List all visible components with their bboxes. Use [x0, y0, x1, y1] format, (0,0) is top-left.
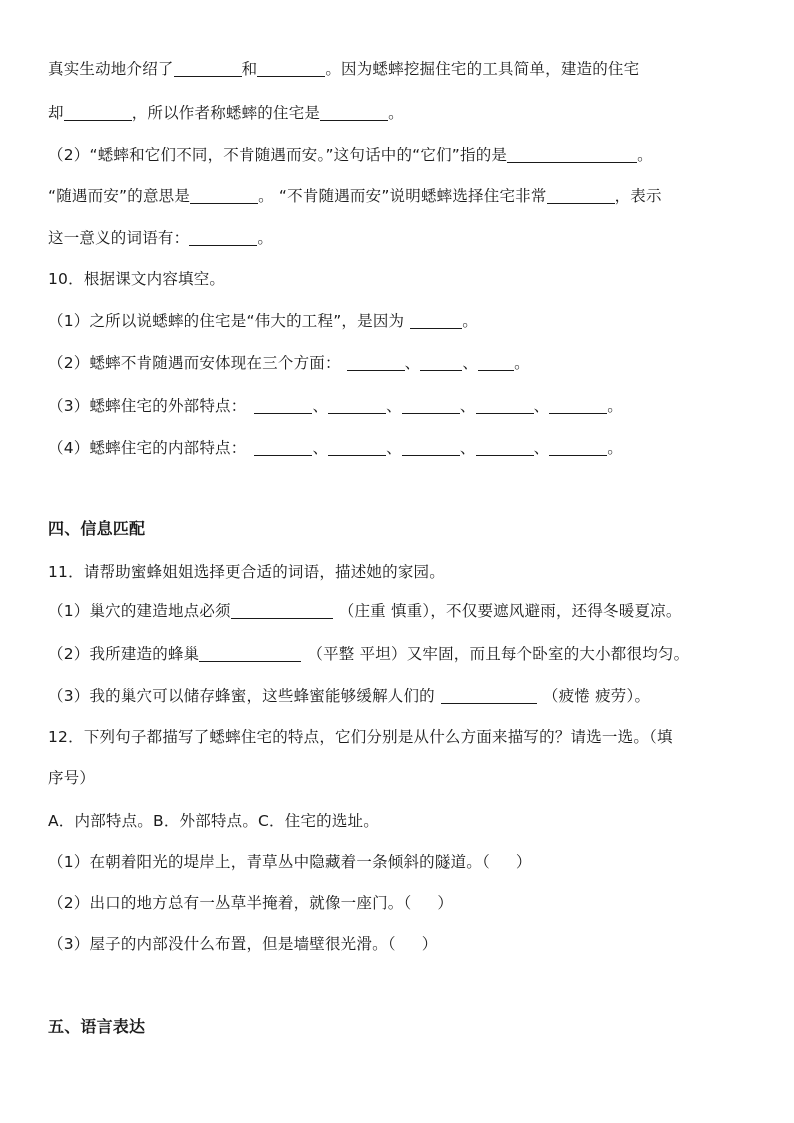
q11-title: 11．请帮助蜜蜂姐姐选择更合适的词语，描述她的家园。 — [48, 563, 445, 581]
q10-text: （2）蟋蟀不肯随遇而安体现在三个方面： — [48, 354, 341, 372]
q11-text: （2）我所建造的蜂巢 — [48, 645, 200, 663]
q10-sep: 、 — [312, 397, 329, 415]
q10-item-3 — [48, 395, 623, 417]
q12-text: （2）出口的地方总有一丛草半掩着，就像一座门。（ — [48, 894, 412, 912]
q10-item-1 — [48, 310, 478, 332]
q10-sep: 、 — [459, 439, 476, 457]
q10-sep: 、 — [533, 397, 550, 415]
q9-text: 。 “不肯随遇而安”说明蟋蟀选择住宅非常 — [258, 187, 547, 205]
q12-item-3 — [48, 933, 437, 955]
q10-text: 。 — [607, 439, 623, 457]
q9-text: 。 — [637, 146, 653, 164]
answer-blank[interactable] — [190, 187, 258, 204]
answer-blank[interactable] — [254, 439, 312, 456]
q10-text: 。 — [462, 312, 478, 330]
q9-text: 却 — [48, 104, 64, 122]
q12-item-2 — [48, 892, 453, 914]
q9-text: ，所以作者称蟋蟀的住宅是 — [131, 104, 321, 122]
q10-sep: 、 — [459, 397, 476, 415]
answer-blank[interactable] — [410, 312, 462, 329]
q11-text: （3）我的巢穴可以储存蜂蜜，这些蜂蜜能够缓解人们的 — [48, 687, 435, 705]
q12-title: 12．下列句子都描写了蟋蟀住宅的特点，它们分别是从什么方面来描写的？请选一选。（填 — [48, 728, 673, 746]
q12-text: （3）屋子的内部没什么布置，但是墙壁很光滑。（ — [48, 935, 396, 953]
q10-sep: 、 — [386, 397, 402, 415]
q10-sep: 、 — [312, 439, 329, 457]
answer-blank[interactable] — [547, 187, 615, 204]
q10-sep: 、 — [404, 354, 421, 372]
answer-blank[interactable] — [549, 439, 607, 456]
q10-sep: 、 — [386, 439, 402, 457]
q9-line-1 — [48, 58, 639, 80]
q12-item-1 — [48, 851, 532, 873]
q11-item-2 — [48, 643, 689, 665]
answer-blank[interactable] — [189, 229, 257, 246]
q9-text: “随遇而安”的意思是 — [48, 187, 191, 205]
q11-text: （平整 平坦）又牢固，而且每个卧室的大小都很均匀。 — [307, 645, 690, 663]
q10-item-4 — [48, 437, 623, 459]
answer-blank[interactable] — [549, 397, 607, 414]
q9-line-4 — [48, 185, 662, 207]
answer-blank[interactable] — [476, 439, 534, 456]
q9-text: 。 — [257, 229, 274, 247]
answer-blank[interactable] — [328, 439, 386, 456]
q12-text: ） — [437, 894, 454, 912]
q12-text: ） — [515, 853, 532, 871]
q10-item-2 — [48, 352, 530, 374]
section-heading: 四、信息匹配 — [48, 519, 146, 538]
q11-text: （庄重 慎重），不仅要遮风避雨，还得冬暖夏凉。 — [338, 602, 682, 620]
answer-blank[interactable] — [320, 104, 388, 121]
q10-sep: 、 — [533, 439, 550, 457]
answer-blank[interactable] — [441, 687, 537, 704]
q11-text: （疲惓 疲劳）。 — [542, 687, 651, 705]
answer-blank[interactable] — [328, 397, 386, 414]
q9-text: （2）“蟋蟀和它们不同，不肯随遇而安。”这句话中的“它们”指的是 — [48, 146, 508, 164]
q11-text: （1）巢穴的建造地点必须 — [48, 602, 231, 620]
q10-text: （1）之所以说蟋蟀的住宅是“伟大的工程”，是因为 — [48, 312, 405, 330]
q9-line-5 — [48, 227, 273, 249]
answer-blank[interactable] — [64, 104, 132, 121]
q12-text: ） — [421, 935, 438, 953]
answer-blank[interactable] — [174, 60, 242, 77]
q12-options: A．内部特点。B．外部特点。C．住宅的选址。 — [48, 812, 379, 830]
q11-item-1 — [48, 600, 682, 622]
answer-blank[interactable] — [478, 354, 514, 371]
answer-blank[interactable] — [420, 354, 462, 371]
q10-text: （4）蟋蟀住宅的内部特点： — [48, 439, 247, 457]
answer-blank[interactable] — [199, 645, 301, 662]
q9-text: 真实生动地介绍了 — [48, 60, 174, 78]
q10-text: （3）蟋蟀住宅的外部特点： — [48, 397, 247, 415]
section-heading: 五、语言表达 — [48, 1017, 146, 1036]
answer-blank[interactable] — [507, 146, 637, 163]
q12-title-cont: 序号） — [48, 769, 96, 787]
q9-text: 这一意义的词语有： — [48, 229, 190, 247]
answer-blank[interactable] — [402, 397, 460, 414]
answer-blank[interactable] — [347, 354, 405, 371]
q9-line-3 — [48, 144, 653, 166]
answer-blank[interactable] — [257, 60, 325, 77]
q10-text: 。 — [607, 397, 623, 415]
q12-text: （1）在朝着阳光的堤岸上，青草丛中隐藏着一条倾斜的隧道。（ — [48, 853, 490, 871]
q10-title: 10．根据课文内容填空。 — [48, 270, 226, 288]
answer-blank[interactable] — [402, 439, 460, 456]
q11-item-3 — [48, 685, 650, 707]
q10-text: 。 — [514, 354, 530, 372]
q9-text: 。 — [388, 104, 404, 122]
q9-text: ，表示 — [614, 187, 662, 205]
answer-blank[interactable] — [254, 397, 312, 414]
q9-text: 和 — [241, 60, 258, 78]
answer-blank[interactable] — [476, 397, 534, 414]
q9-line-2 — [48, 102, 404, 124]
q9-text: 。因为蟋蟀挖掘住宅的工具简单，建造的住宅 — [325, 60, 640, 78]
answer-blank[interactable] — [231, 602, 333, 619]
q10-sep: 、 — [462, 354, 479, 372]
